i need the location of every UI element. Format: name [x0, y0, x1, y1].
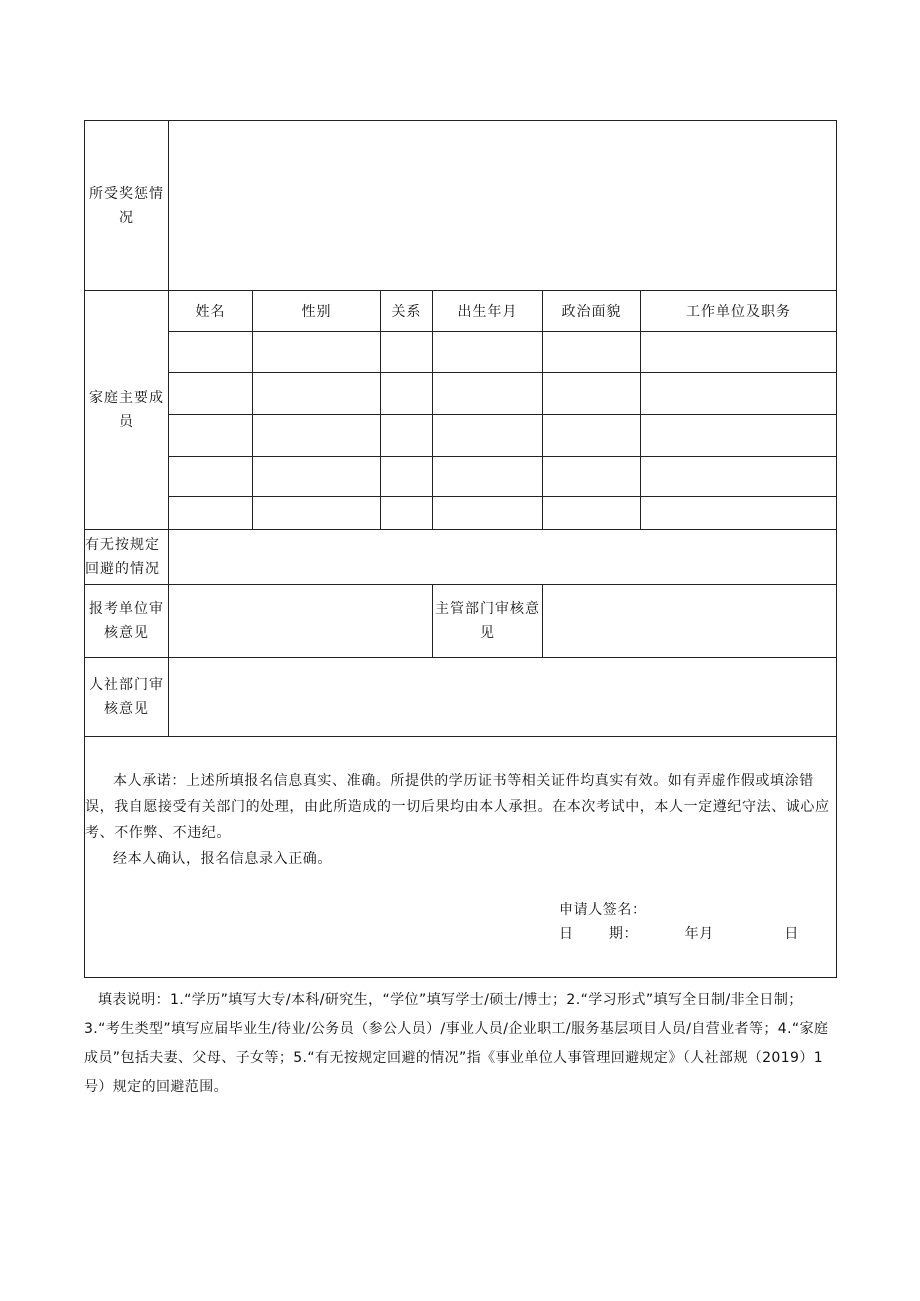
family-cell[interactable]	[433, 332, 543, 373]
family-cell[interactable]	[381, 415, 433, 457]
family-cell[interactable]	[381, 457, 433, 497]
signature-label: 申请人签名：	[559, 902, 647, 918]
unit-review-input[interactable]	[169, 585, 433, 658]
family-header-gender: 性别	[253, 291, 381, 332]
family-cell[interactable]	[253, 373, 381, 415]
family-cell[interactable]	[641, 373, 837, 415]
family-cell[interactable]	[381, 332, 433, 373]
year-month-label: 年月	[684, 926, 714, 942]
family-member-row	[85, 457, 837, 497]
family-cell[interactable]	[253, 457, 381, 497]
family-cell[interactable]	[641, 497, 837, 530]
family-cell[interactable]	[169, 457, 253, 497]
family-member-row	[85, 332, 837, 373]
registration-form-table	[84, 120, 837, 978]
family-member-row	[85, 415, 837, 457]
family-cell[interactable]	[641, 457, 837, 497]
dept-review-input[interactable]	[543, 585, 837, 658]
family-cell[interactable]	[253, 497, 381, 530]
family-header-birth: 出生年月	[433, 291, 543, 332]
family-cell[interactable]	[433, 415, 543, 457]
family-cell[interactable]	[433, 373, 543, 415]
family-cell[interactable]	[381, 497, 433, 530]
family-cell[interactable]	[543, 457, 641, 497]
family-cell[interactable]	[169, 497, 253, 530]
form-notes: 填表说明：1.“学历”填写大专/本科/研究生，“学位”填写学士/硕士/博士；2.“学习形式”填写全日制/非全日制；3.“考生类型”填写应届毕业生/待业/公务员（参公人员）/事业人员/企业职工/服务基层项目人员/自营业者等；4.“家庭成员”包括夫妻、父母、子女等；5.“有无按规定回避的情况”指《事业单位人事管理回避规定》（人社部规（2019）1号）规定的回避范围。	[84, 992, 829, 1095]
date-line	[559, 922, 799, 946]
family-cell[interactable]	[253, 332, 381, 373]
signature-block	[559, 898, 836, 946]
awards-label: 所受奖惩情况	[85, 121, 169, 291]
family-header-political: 政治面貌	[543, 291, 641, 332]
family-cell[interactable]	[433, 457, 543, 497]
family-cell[interactable]	[253, 415, 381, 457]
family-cell[interactable]	[433, 497, 543, 530]
date-label-2: 期：	[608, 926, 639, 942]
family-member-row	[85, 373, 837, 415]
family-cell[interactable]	[543, 373, 641, 415]
awards-input[interactable]	[169, 121, 837, 291]
family-cell[interactable]	[641, 332, 837, 373]
pledge-cell	[85, 737, 837, 978]
family-cell[interactable]	[169, 373, 253, 415]
family-cell[interactable]	[543, 332, 641, 373]
family-cell[interactable]	[543, 497, 641, 530]
dept-review-label: 主管部门审核意见	[433, 585, 543, 658]
family-cell[interactable]	[543, 415, 641, 457]
confirm-paragraph: 经本人确认，报名信息录入正确。	[113, 851, 332, 867]
family-label: 家庭主要成员	[85, 291, 169, 530]
review-row	[85, 585, 837, 658]
unit-review-label: 报考单位审核意见	[85, 585, 169, 658]
date-label-1: 日	[559, 926, 574, 942]
family-header-employer: 工作单位及职务	[641, 291, 837, 332]
pledge-paragraph: 本人承诺：上述所填报名信息真实、准确。所提供的学历证书等相关证件均真实有效。如有弄虚作假或填涂错误，我自愿接受有关部门的处理，由此所造成的一切后果均由本人承担。在本次考试中，本人一定遵纪守法、诚心应考、不作弊、不违纪。	[85, 773, 830, 841]
avoidance-input[interactable]	[169, 530, 837, 585]
hrss-review-label: 人社部门审核意见	[85, 658, 169, 737]
family-cell[interactable]	[381, 373, 433, 415]
awards-row	[85, 121, 837, 291]
family-member-row	[85, 497, 837, 530]
pledge-row	[85, 737, 837, 978]
family-header-name: 姓名	[169, 291, 253, 332]
family-cell[interactable]	[641, 415, 837, 457]
day-label: 日	[784, 926, 799, 942]
hrss-review-input[interactable]	[169, 658, 837, 737]
avoidance-row	[85, 530, 837, 585]
family-cell[interactable]	[169, 415, 253, 457]
avoidance-label: 有无按规定回避的情况	[85, 530, 169, 585]
family-header-row	[85, 291, 837, 332]
hrss-review-row	[85, 658, 837, 737]
family-cell[interactable]	[169, 332, 253, 373]
family-header-relation: 关系	[381, 291, 433, 332]
